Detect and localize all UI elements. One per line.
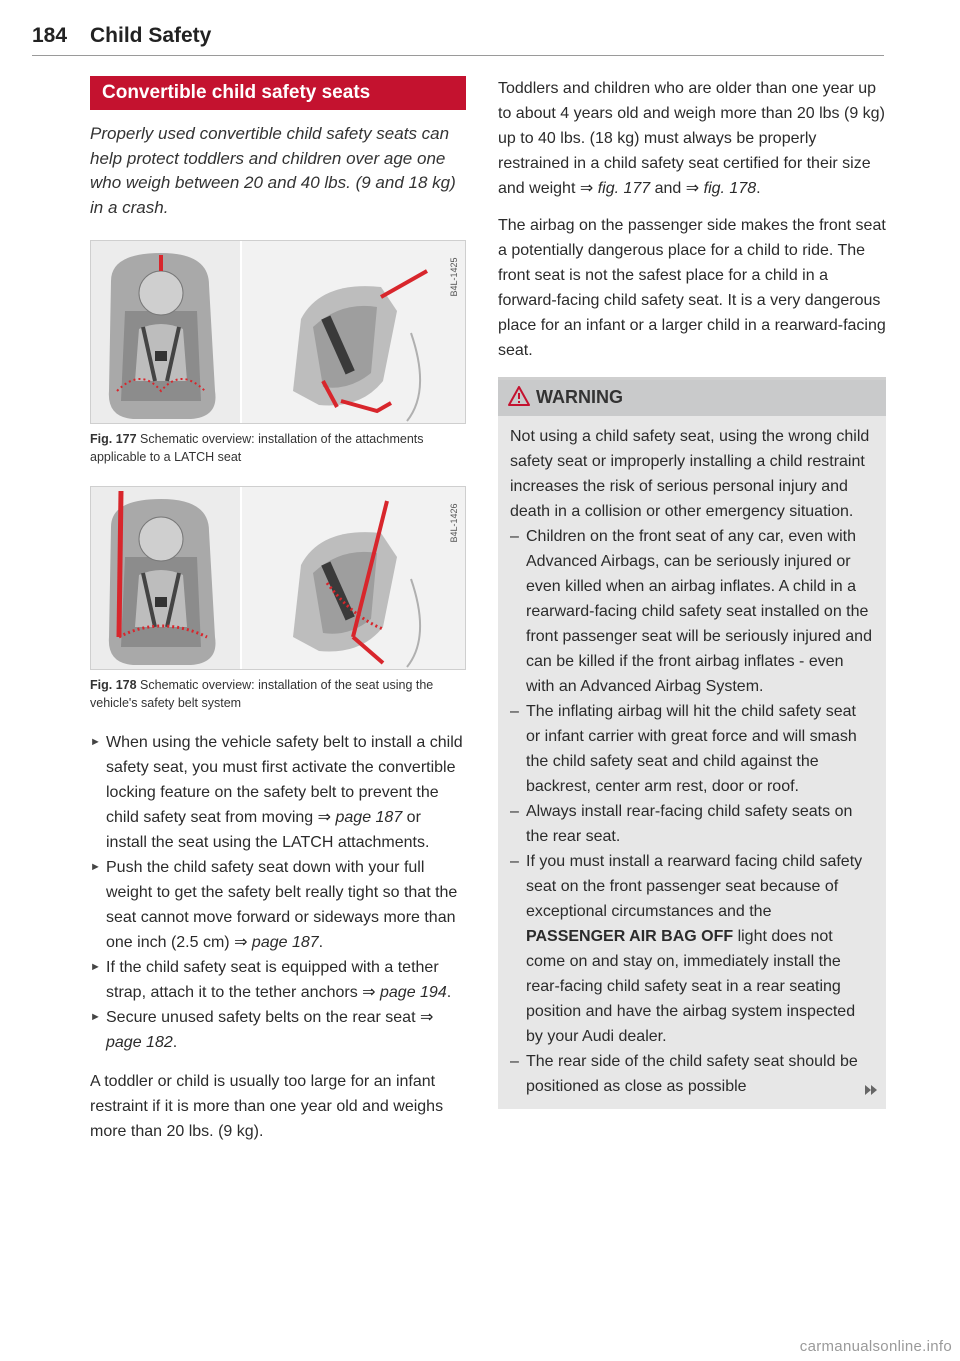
- triangle-bullet-icon: ►: [90, 861, 101, 873]
- warning-box: [498, 377, 886, 1109]
- figure-178-illustration: [91, 487, 466, 670]
- section-intro: Properly used convertible child safety seats can help protect toddlers and children over age one who weigh between 20 and 40 lbs. (9 and 18 kg) in a crash.: [90, 124, 456, 217]
- triangle-bullet-icon: ►: [90, 736, 101, 748]
- warning-title: WARNING: [536, 387, 623, 407]
- warning-item: – Always install rear-facing child safety seats on the rear seat.: [510, 803, 853, 845]
- figure-reference-link[interactable]: ⇒ fig. 177: [579, 180, 651, 197]
- triangle-bullet-icon: ►: [90, 1011, 101, 1023]
- figure-177-caption: Fig. 177 Schematic overview: installation of the attachments applicable to a LATCH seat: [90, 432, 424, 464]
- page-number: 184: [32, 24, 68, 47]
- chapter-title: Child Safety: [90, 24, 212, 47]
- list-item: ► If the child safety seat is equipped with a tether strap, attach it to the tether anchors ⇒ page 194.: [90, 955, 466, 1005]
- left-column: [90, 76, 466, 1144]
- warning-intro: Not using a child safety seat, using the wrong child safety seat or improperly installing a child restraint increases the risk of serious personal injury and death in a collision or other emergency situation.: [510, 428, 870, 520]
- figure-178: [90, 486, 466, 670]
- page-reference-link[interactable]: ⇒ page 182: [106, 1009, 434, 1051]
- figure-reference-link[interactable]: ⇒ fig. 178: [685, 180, 757, 197]
- watermark: carmanualsonline.info: [799, 1338, 952, 1355]
- list-item: ► Push the child safety seat down with your full weight to get the safety belt really tight so that the seat cannot move forward or sideways more than one inch (2.5 cm) ⇒ page 187.: [90, 855, 466, 955]
- section-title: Convertible child safety seats: [90, 76, 466, 110]
- figure-177-illustration: [91, 241, 466, 424]
- warning-item: – If you must install a rearward facing child safety seat on the front passenger seat because of exceptional circumstances and the PASSENGER AIR BAG OFF light does not come on and stay on, immediately install the rear-facing child safety seat in a rear seating position and have the airbag system inspected by your Audi dealer.: [510, 853, 863, 1045]
- list-item: ► When using the vehicle safety belt to install a child safety seat, you must first activate the convertible locking feature on the safety belt to prevent the child safety seat from moving ⇒ page 187 or install the seat using the LATCH attachments.: [90, 730, 466, 855]
- figure-177: [90, 240, 466, 424]
- page-reference-link[interactable]: ⇒ page 194: [362, 984, 447, 1001]
- list-item: ► Secure unused safety belts on the rear seat ⇒ page 182.: [90, 1005, 466, 1055]
- triangle-bullet-icon: ►: [90, 961, 101, 973]
- instruction-list: [90, 730, 466, 1055]
- warning-triangle-icon: [508, 386, 530, 406]
- figure-178-caption: Fig. 178 Schematic overview: installation of the seat using the vehicle's safety belt system: [90, 678, 434, 710]
- age-weight-paragraph: Toddlers and children who are older than one year up to about 4 years old and weigh more than 20 lbs (9 kg) up to 40 lbs. (18 kg) must always be properly restrained in a child safety seat certified for their size and weight ⇒ fig. 177 and ⇒ fig. 178.: [498, 80, 885, 197]
- passenger-airbag-off-label: PASSENGER AIR BAG OFF: [526, 928, 734, 945]
- figure-178-code: B4L-1426: [449, 503, 459, 543]
- right-column: [498, 76, 886, 1109]
- warning-body: [498, 416, 886, 1109]
- warning-item: – The inflating airbag will hit the child safety seat or infant carrier with great force and will smash the child safety seat and child against the backrest, center arm rest, door or roof.: [510, 703, 857, 795]
- toddler-paragraph: A toddler or child is usually too large for an infant restraint if it is more than one year old and weighs more than 20 lbs. (9 kg).: [90, 1073, 444, 1140]
- page-reference-link[interactable]: ⇒ page 187: [317, 809, 403, 826]
- warning-header: [498, 380, 886, 416]
- warning-item: – The rear side of the child safety seat should be positioned as close as possible: [510, 1053, 858, 1095]
- airbag-paragraph: The airbag on the passenger side makes the front seat a potentially dangerous place for a child to ride. The front seat is not the safest place for a child in a forward-facing child safety seat. It is a very dangerous place for an infant or a larger child in a rearward-facing seat.: [498, 217, 886, 359]
- page-reference-link[interactable]: ⇒ page 187: [234, 934, 319, 951]
- figure-177-code: B4L-1425: [449, 257, 459, 297]
- page-header: [32, 24, 884, 56]
- continue-arrow-icon: [864, 1083, 878, 1097]
- warning-item: – Children on the front seat of any car, even with Advanced Airbags, can be seriously injured or even killed when an airbag inflates. A child in a rearward-facing child safety seat installed on the front passenger seat will be seriously injured and can be killed if the front airbag inflates - even with an Advanced Airbag System.: [510, 528, 872, 695]
